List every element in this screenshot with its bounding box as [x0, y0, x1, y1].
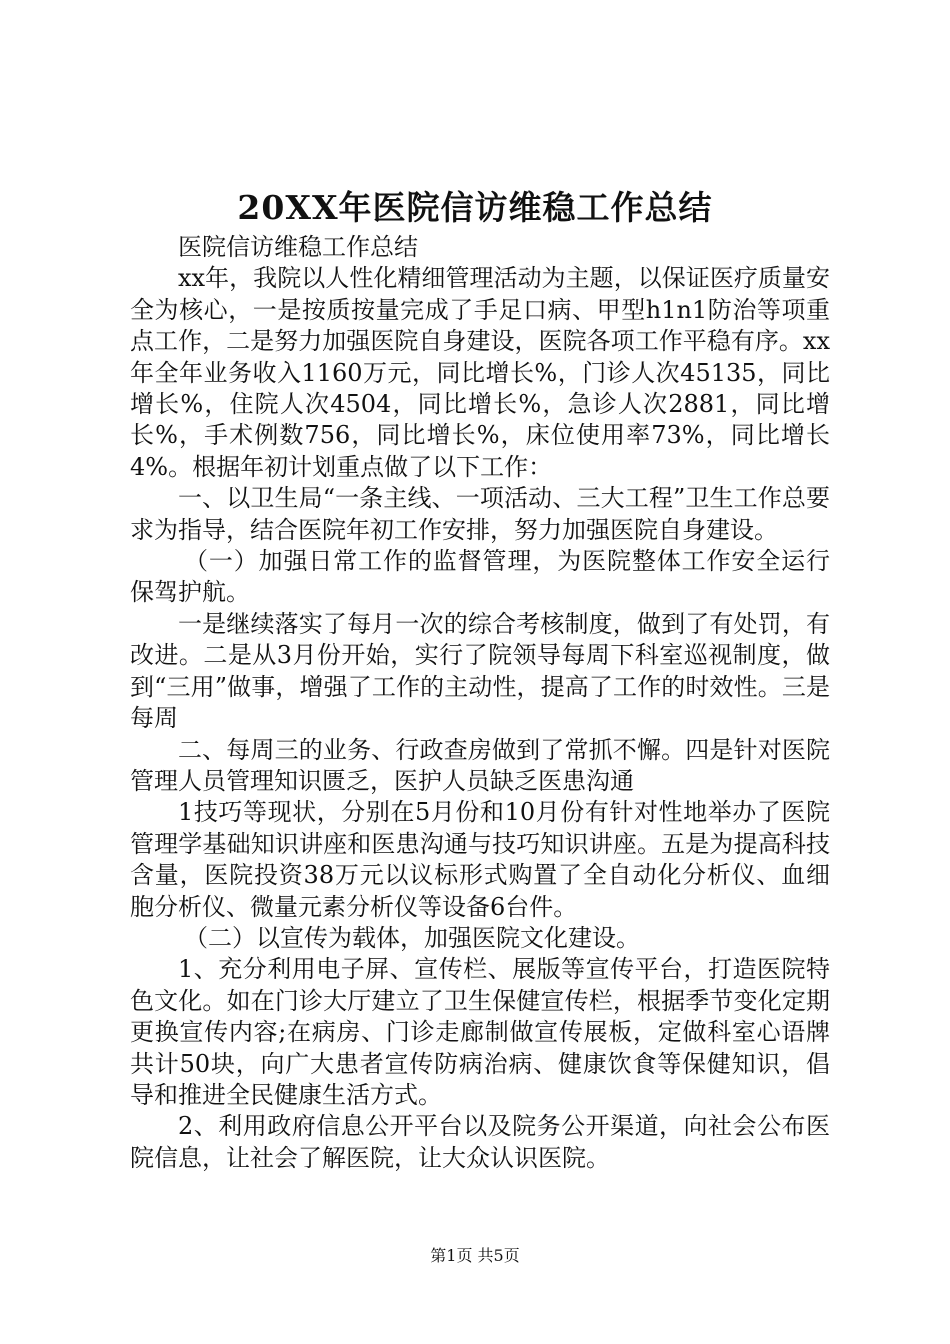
body-paragraph: 一是继续落实了每月一次的综合考核制度，做到了有处罚，有改进。二是从3月份开始，实行了院领导每周下科室巡视制度，做到“三用”做事，增强了工作的主动性，提高了工作的时效性。三是每周 [130, 609, 830, 733]
body-paragraph: 一、以卫生局“一条主线、一项活动、三大工程”卫生工作总要求为指导，结合医院年初工作安排，努力加强医院自身建设。 [130, 484, 830, 544]
body-paragraph: 二、每周三的业务、行政查房做到了常抓不懈。四是针对医院管理人员管理知识匮乏，医护人员缺乏医患沟通 [130, 735, 830, 795]
body-paragraph: xx年，我院以人性化精细管理活动为主题，以保证医疗质量安全为核心，一是按质按量完成了手足口病、甲型h1n1防治等项重点工作，二是努力加强医院自身建设，医院各项工作平稳有序。xx年全年业务收入1160万元，同比增长%，门诊人次45135，同比增长%，住院人次4504，同比增长%，急诊人次2881，同比增长%，手术例数756，同比增长%，床位使用率73%，同比增长4%。根据年初计划重点做了以下工作： [130, 264, 830, 481]
page-number: 第1页 共5页 [430, 1246, 520, 1265]
document-title: 20XX年医院信访维稳工作总结 [237, 188, 713, 227]
document-body [130, 232, 830, 1174]
body-paragraph: 2、利用政府信息公开平台以及院务公开渠道，向社会公布医院信息，让社会了解医院，让大众认识医院。 [130, 1112, 830, 1172]
body-paragraph: （二）以宣传为载体，加强医院文化建设。 [184, 923, 640, 952]
body-paragraph: 1、充分利用电子屏、宣传栏、展版等宣传平台，打造医院特色文化。如在门诊大厅建立了卫生保健宣传栏，根据季节变化定期更换宣传内容;在病房、门诊走廊制做宣传展板，定做科室心语牌共计50块，向广大患者宣传防病治病、健康饮食等保健知识，倡导和推进全民健康生活方式。 [130, 955, 830, 1109]
body-paragraph: 1技巧等现状，分别在5月份和10月份有针对性地举办了医院管理学基础知识讲座和医患沟通与技巧知识讲座。五是为提高科技含量，医院投资38万元以议标形式购置了全自动化分析仪、血细胞分析仪、微量元素分析仪等设备6台件。 [130, 798, 830, 921]
subtitle-paragraph: 医院信访维稳工作总结 [178, 233, 418, 261]
body-paragraph: （一）加强日常工作的监督管理，为医院整体工作安全运行保驾护航。 [130, 547, 830, 607]
